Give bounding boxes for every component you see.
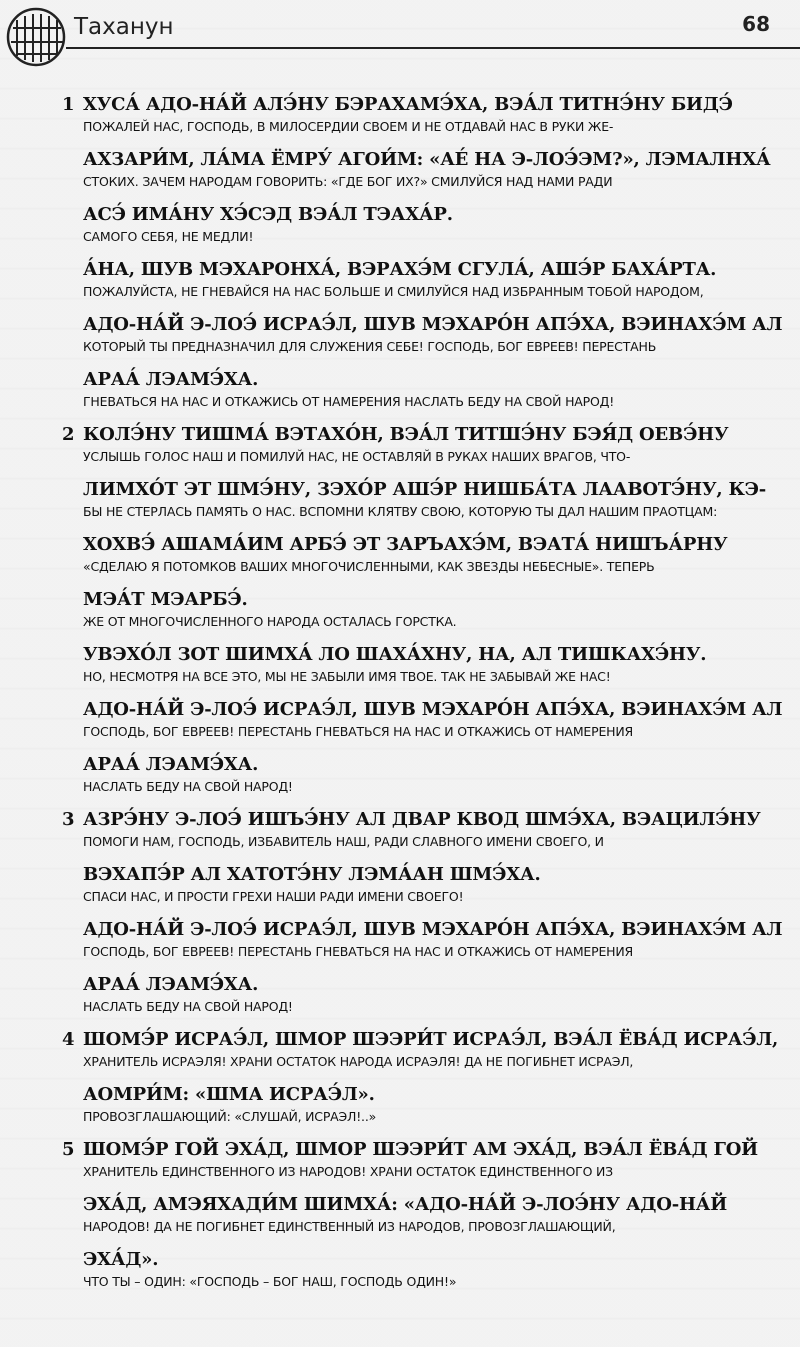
transliteration-line: ХУСА́ АДО-НА́Й АЛЭ́НУ БЭРАХАМЭ́ХА, ВЭА́Л ТИТНЭ́НУ БИДЭ́ bbox=[83, 94, 733, 115]
translation-line: ХРАНИТЕЛЬ ЕДИНСТВЕННОГО ИЗ НАРОДОВ! ХРАНИ ОСТАТОК ЕДИНСТВЕННОГО ИЗ bbox=[83, 1164, 613, 1179]
verse-block bbox=[0, 807, 800, 1015]
line-pair bbox=[83, 862, 778, 905]
line-pair bbox=[83, 587, 778, 630]
transliteration-line: ВЭХАПЭ́Р АЛ ХАТОТЭ́НУ ЛЭМА́АН ШМЭ́ХА. bbox=[83, 864, 541, 885]
transliteration-line: АХЗАРИ́М, ЛА́МА ЁМРУ́ АГОИ́М: «АЕ́ НА Э-ЛОЭ́ЭМ?», ЛЭМАЛНХА́ bbox=[83, 149, 771, 170]
line-pair bbox=[83, 257, 778, 300]
translation-line: СПАСИ НАС, И ПРОСТИ ГРЕХИ НАШИ РАДИ ИМЕНИ СВОЕГО! bbox=[83, 889, 464, 904]
line-pair bbox=[83, 1192, 778, 1235]
prayer-book-logo-icon bbox=[5, 6, 67, 68]
verse-number: 3 bbox=[62, 809, 75, 830]
line-pair bbox=[83, 422, 778, 465]
translation-line: ГОСПОДЬ, БОГ ЕВРЕЕВ! ПЕРЕСТАНЬ ГНЕВАТЬСЯ НА НАС И ОТКАЖИСЬ ОТ НАМЕРЕНИЯ bbox=[83, 944, 633, 959]
line-pair bbox=[83, 1137, 778, 1180]
translation-line: ЧТО ТЫ – ОДИН: «ГОСПОДЬ – БОГ НАШ, ГОСПОДЬ ОДИН!» bbox=[83, 1274, 457, 1289]
line-pair bbox=[83, 1027, 778, 1070]
transliteration-line: ШОМЭ́Р ГОЙ ЭХА́Д, ШМОР ШЭЭРИ́Т АМ ЭХА́Д, ВЭА́Л ЁВА́Д ГОЙ bbox=[83, 1139, 758, 1160]
transliteration-line: АДО-НА́Й Э-ЛОЭ́ ИСРАЭ́Л, ШУВ МЭХАРО́Н АПЭ́ХА, ВЭИНАХЭ́М АЛ bbox=[83, 314, 783, 335]
transliteration-line: ЛИМХО́Т ЭТ ШМЭ́НУ, ЗЭХО́Р АШЭ́Р НИШБА́ТА ЛААВОТЭ́НУ, КЭ- bbox=[83, 479, 767, 500]
line-pair bbox=[83, 147, 778, 190]
verse-block bbox=[0, 92, 800, 410]
transliteration-line: ЭХА́Д, АМЭЯХАДИ́М ШИМХА́: «АДО-НА́Й Э-ЛОЭ́НУ АДО-НА́Й bbox=[83, 1194, 728, 1215]
verse-block bbox=[0, 1027, 800, 1125]
line-pair bbox=[83, 92, 778, 135]
translation-line: САМОГО СЕБЯ, НЕ МЕДЛИ! bbox=[83, 229, 254, 244]
line-pair bbox=[83, 367, 778, 410]
verse-number: 1 bbox=[62, 94, 75, 115]
transliteration-line: АЗРЭ́НУ Э-ЛОЭ́ ИШЪЭ́НУ АЛ ДВАР КВОД ШМЭ́ХА, ВЭАЦИЛЭ́НУ bbox=[83, 809, 761, 830]
transliteration-line: МЭА́Т МЭАРБЭ́. bbox=[83, 589, 248, 610]
line-pair bbox=[83, 752, 778, 795]
transliteration-line: КОЛЭ́НУ ТИШМА́ ВЭТАХО́Н, ВЭА́Л ТИТШЭ́НУ БЭЯ́Д ОЕВЭ́НУ bbox=[83, 424, 729, 445]
translation-line: ХРАНИТЕЛЬ ИСРАЭЛЯ! ХРАНИ ОСТАТОК НАРОДА ИСРАЭЛЯ! ДА НЕ ПОГИБНЕТ ИСРАЭЛ, bbox=[83, 1054, 634, 1069]
page-header bbox=[0, 0, 800, 80]
translation-line: НАРОДОВ! ДА НЕ ПОГИБНЕТ ЕДИНСТВЕННЫЙ ИЗ НАРОДОВ, ПРОВОЗГЛАШАЮЩИЙ, bbox=[83, 1219, 616, 1234]
line-pair bbox=[83, 697, 783, 740]
line-pair bbox=[83, 807, 778, 850]
translation-line: ЖЕ ОТ МНОГОЧИСЛЕННОГО НАРОДА ОСТАЛАСЬ ГОРСТКА. bbox=[83, 614, 457, 629]
transliteration-line: АРАА́ ЛЭАМЭ́ХА. bbox=[83, 369, 259, 390]
transliteration-line: АОМРИ́М: «ШМА ИСРАЭ́Л». bbox=[83, 1084, 375, 1105]
translation-line: ГНЕВАТЬСЯ НА НАС И ОТКАЖИСЬ ОТ НАМЕРЕНИЯ НАСЛАТЬ БЕДУ НА СВОЙ НАРОД! bbox=[83, 394, 614, 409]
verse-block bbox=[0, 422, 800, 795]
transliteration-line: ЭХА́Д». bbox=[83, 1249, 159, 1270]
line-pair bbox=[83, 477, 778, 520]
line-pair bbox=[83, 202, 778, 245]
translation-line: СТОКИХ. ЗАЧЕМ НАРОДАМ ГОВОРИТЬ: «ГДЕ БОГ ИХ?» СМИЛУЙСЯ НАД НАМИ РАДИ bbox=[83, 174, 613, 189]
translation-line: НАСЛАТЬ БЕДУ НА СВОЙ НАРОД! bbox=[83, 999, 293, 1014]
prayer-text bbox=[0, 92, 800, 1302]
translation-line: НО, НЕСМОТРЯ НА ВСЕ ЭТО, МЫ НЕ ЗАБЫЛИ ИМЯ ТВОЕ. ТАК НЕ ЗАБЫВАЙ ЖЕ НАС! bbox=[83, 669, 611, 684]
transliteration-line: АСЭ́ ИМА́НУ ХЭ́СЭД ВЭА́Л ТЭАХА́Р. bbox=[83, 204, 453, 225]
page-title: Таханун bbox=[74, 14, 174, 40]
header-rule bbox=[66, 47, 800, 49]
transliteration-line: А́НА, ШУВ МЭХАРОНХА́, ВЭРАХЭ́М СГУЛА́, АШЭ́Р БАХА́РТА. bbox=[83, 259, 717, 280]
transliteration-line: УВЭХО́Л ЗОТ ШИМХА́ ЛО ШАХА́ХНУ, НА, АЛ ТИШКАХЭ́НУ. bbox=[83, 644, 707, 665]
transliteration-line: АРАА́ ЛЭАМЭ́ХА. bbox=[83, 754, 259, 775]
transliteration-line: АДО-НА́Й Э-ЛОЭ́ ИСРАЭ́Л, ШУВ МЭХАРО́Н АПЭ́ХА, ВЭИНАХЭ́М АЛ bbox=[83, 699, 783, 720]
translation-line: НАСЛАТЬ БЕДУ НА СВОЙ НАРОД! bbox=[83, 779, 293, 794]
line-pair bbox=[83, 917, 783, 960]
line-pair bbox=[83, 1247, 778, 1290]
translation-line: БЫ НЕ СТЕРЛАСЬ ПАМЯТЬ О НАС. ВСПОМНИ КЛЯТВУ СВОЮ, КОТОРУЮ ТЫ ДАЛ НАШИМ ПРАОТЦАМ: bbox=[83, 504, 718, 519]
line-pair bbox=[83, 1082, 778, 1125]
verse-number: 4 bbox=[62, 1029, 75, 1050]
transliteration-line: АРАА́ ЛЭАМЭ́ХА. bbox=[83, 974, 259, 995]
translation-line: ПОЖАЛЕЙ НАС, ГОСПОДЬ, В МИЛОСЕРДИИ СВОЕМ И НЕ ОТДАВАЙ НАС В РУКИ ЖЕ- bbox=[83, 119, 614, 134]
translation-line: ГОСПОДЬ, БОГ ЕВРЕЕВ! ПЕРЕСТАНЬ ГНЕВАТЬСЯ НА НАС И ОТКАЖИСЬ ОТ НАМЕРЕНИЯ bbox=[83, 724, 633, 739]
line-pair bbox=[83, 532, 778, 575]
page-number: 68 bbox=[742, 12, 770, 36]
transliteration-line: ШОМЭ́Р ИСРАЭ́Л, ШМОР ШЭЭРИ́Т ИСРАЭ́Л, ВЭА́Л ЁВА́Д ИСРАЭ́Л, bbox=[83, 1029, 779, 1050]
translation-line: «СДЕЛАЮ Я ПОТОМКОВ ВАШИХ МНОГОЧИСЛЕННЫМИ, КАК ЗВЕЗДЫ НЕБЕСНЫЕ». ТЕПЕРЬ bbox=[83, 559, 655, 574]
verse-block bbox=[0, 1137, 800, 1290]
translation-line: ПРОВОЗГЛАШАЮЩИЙ: «СЛУШАЙ, ИСРАЭЛ!..» bbox=[83, 1109, 377, 1124]
verse-number: 5 bbox=[62, 1139, 75, 1160]
translation-line: ПОЖАЛУЙСТА, НЕ ГНЕВАЙСЯ НА НАС БОЛЬШЕ И СМИЛУЙСЯ НАД ИЗБРАННЫМ ТОБОЙ НАРОДОМ, bbox=[83, 284, 704, 299]
line-pair bbox=[83, 312, 783, 355]
transliteration-line: ХОХВЭ́ АШАМА́ИМ АРБЭ́ ЭТ ЗАРЪАХЭ́М, ВЭАТА́ НИШЪА́РНУ bbox=[83, 534, 728, 555]
verse-number: 2 bbox=[62, 424, 75, 445]
translation-line: КОТОРЫЙ ТЫ ПРЕДНАЗНАЧИЛ ДЛЯ СЛУЖЕНИЯ СЕБЕ! ГОСПОДЬ, БОГ ЕВРЕЕВ! ПЕРЕСТАНЬ bbox=[83, 339, 657, 354]
line-pair bbox=[83, 972, 778, 1015]
translation-line: ПОМОГИ НАМ, ГОСПОДЬ, ИЗБАВИТЕЛЬ НАШ, РАДИ СЛАВНОГО ИМЕНИ СВОЕГО, И bbox=[83, 834, 604, 849]
transliteration-line: АДО-НА́Й Э-ЛОЭ́ ИСРАЭ́Л, ШУВ МЭХАРО́Н АПЭ́ХА, ВЭИНАХЭ́М АЛ bbox=[83, 919, 783, 940]
translation-line: УСЛЫШЬ ГОЛОС НАШ И ПОМИЛУЙ НАС, НЕ ОСТАВЛЯЙ В РУКАХ НАШИХ ВРАГОВ, ЧТО- bbox=[83, 449, 631, 464]
line-pair bbox=[83, 642, 778, 685]
